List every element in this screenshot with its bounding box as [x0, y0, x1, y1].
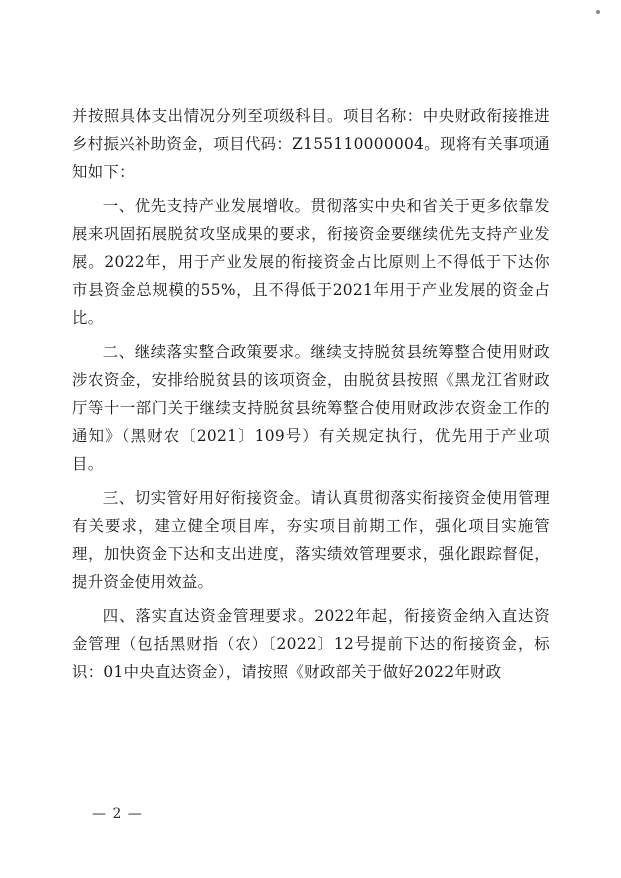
- paragraph-fund-management: 三、切实管好用好衔接资金。请认真贯彻落实衔接资金使用管理有关要求，建立健全项目库，夯实项目前期工作，强化项目实施管理，加快资金下达和支出进度，落实绩效管理要求，强化跟踪督促，提升资金使用效益。: [72, 489, 550, 591]
- document-body: [72, 102, 550, 686]
- page-number: — 2 —: [92, 806, 143, 822]
- paragraph-direct-funds: 四、落实直达资金管理要求。2022年起，衔接资金纳入直达资金管理（包括黑财指（农）〔2022〕12号提前下达的衔接资金，标识：01中央直达资金），请按照《财政部关于做好2022年财政: [72, 607, 550, 681]
- scan-mark: [596, 10, 600, 14]
- paragraph-integration-policy: 二、继续落实整合政策要求。继续支持脱贫县统筹整合使用财政涉农资金，安排给脱贫县的该项资金，由脱贫县按照《黑龙江省财政厅等十一部门关于继续支持脱贫县统筹整合使用财政涉农资金工作的通知》（黑财农〔2021〕109号）有关规定执行，优先用于产业项目。: [72, 343, 550, 473]
- lead-paragraph: 并按照具体支出情况分列至项级科目。项目名称：中央财政衔接推进乡村振兴补助资金，项目代码：Z155110000004。现将有关事项通知如下：: [72, 107, 550, 181]
- paragraph-industry-development: 一、优先支持产业发展增收。贯彻落实中央和省关于更多依靠发展来巩固拓展脱贫攻坚成果的要求，衔接资金要继续优先支持产业发展。2022年，用于产业发展的衔接资金占比原则上不得低于下达你市县资金总规模的55%，且不得低于2021年用于产业发展的资金占比。: [72, 197, 550, 327]
